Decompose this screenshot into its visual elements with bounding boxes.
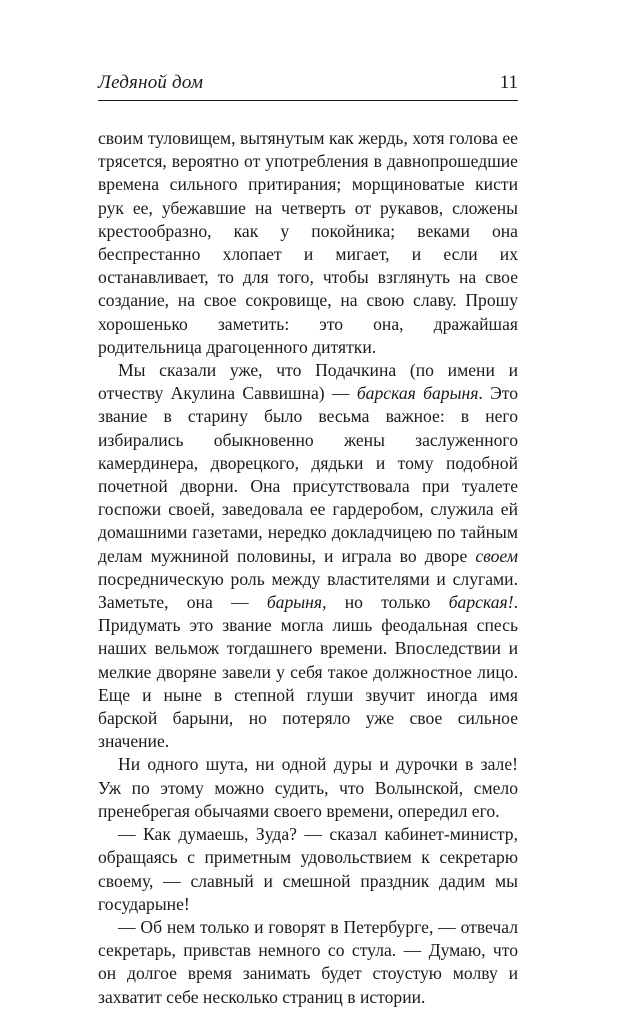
paragraph-4: — Как думаешь, Зуда? — сказал кабинет-министр, обращаясь с приметным удовольствием к секретарю своему, — славный и смешной праздник дадим мы государыне! (98, 824, 518, 914)
paragraph-3: Ни одного шута, ни одной дуры и дурочки в зале! Уж по этому можно судить, что Волынской, смело пренебрегая обычаями своего времени, опередил его. (98, 754, 518, 821)
book-page (98, 72, 518, 1009)
paragraph-2-text-2: . Это звание в старину было весьма важное: в него избирались обыкновенно жены заслуженного камердинера, дворецкого, дядьки и тому подобной почетной дворни. Она присутствовала при туалете госпожи своей, заведовала ее гардеробом, служила ей домашними газетами, нередко докладчицею по тайным делам мужниной половины, и играла во дворе (98, 383, 518, 566)
paragraph-2-text-1: Мы сказали уже, что Подачкина (по имени и отчеству Акулина Саввишна) — (98, 360, 518, 404)
paragraph-2-italic-1: барская барыня (356, 383, 479, 404)
body-text (98, 127, 518, 1009)
paragraph-2-text-4: но только (326, 592, 449, 613)
paragraph-1: своим туловищем, вытянутым как жердь, хотя голова ее трясется, вероятно от употребления в давнопрошедшие времена сильного притирания; морщиноватые кисти рук ее, убежавшие на четверть от рукавов, сложены крестообразно, как у покойника; веками она беспрестанно хлопает и мигает, и если их останавливает, то для того, чтобы взглянуть на свое создание, на свое сокровище, на свою славу. Прошу хорошенько заметить: это она, дражайшая родительница драгоценного дитятки. (98, 128, 518, 357)
paragraph-2-italic-4: барская! (448, 592, 514, 613)
paragraph-2-italic-2: своем (475, 545, 518, 566)
page-number: 11 (499, 72, 518, 93)
running-header (98, 72, 518, 101)
paragraph-2-italic-3: барыня, (266, 592, 327, 613)
paragraph-2 (98, 359, 518, 753)
paragraph-5: — Об нем только и говорят в Петербурге, — отвечал секретарь, привстав немного со стула. — Думаю, что он долгое время занимать будет стоустую молву и захватит себе несколько страниц в истории. (98, 916, 518, 1007)
running-title: Ледяной дом (98, 72, 204, 93)
paragraph-2-text-5: . Придумать это звание могла лишь феодальная спесь наших вельмож тогдашнего времени. Впоследствии и мелкие дворяне завели у себя такое должностное лицо. Еще и ныне в степной глуши звучит иногда имя барской барыни, но потеряло уже свое сильное значение. (98, 592, 518, 752)
paragraph-2-text-3: посредническую роль между властителями и слугами. Заметьте, она — (98, 568, 518, 613)
